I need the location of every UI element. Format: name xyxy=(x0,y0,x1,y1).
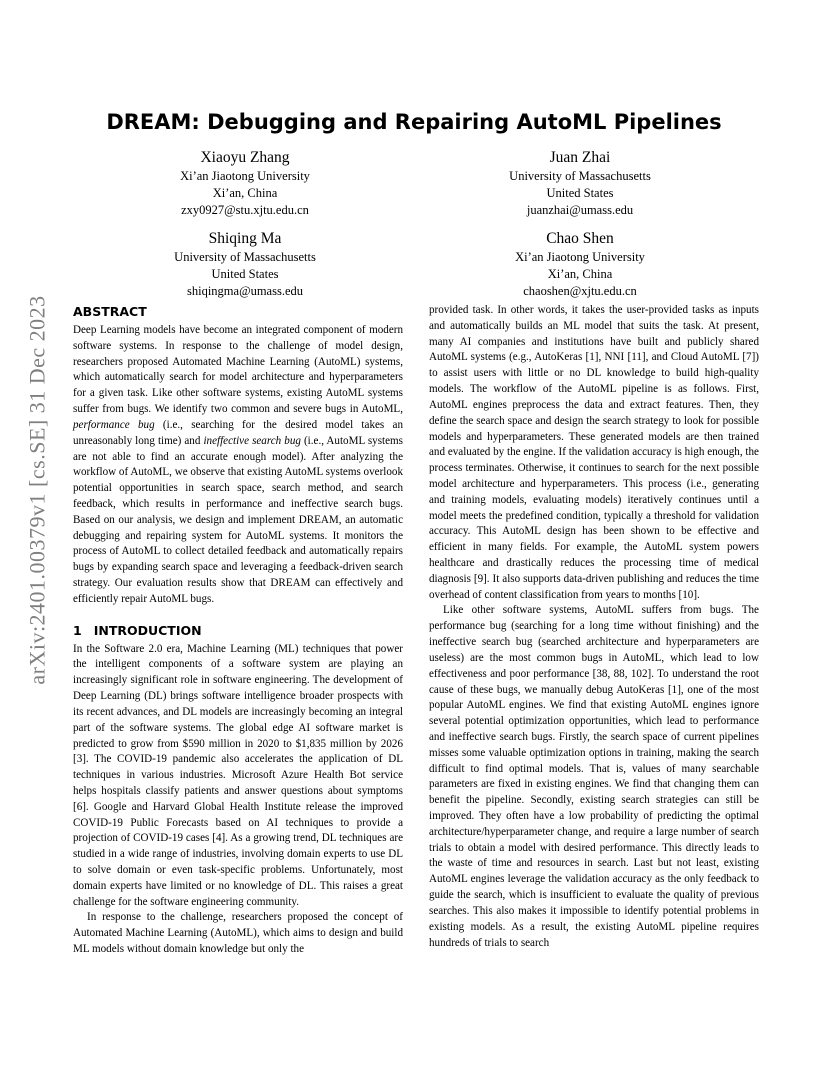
author-block xyxy=(450,229,710,300)
author-email: juanzhai@umass.edu xyxy=(526,203,634,217)
author-block xyxy=(115,229,375,300)
author-name: Shiqing Ma xyxy=(208,230,282,247)
author-location: United States xyxy=(211,267,279,281)
body-paragraph: In the Software 2.0 era, Machine Learning (ML) techniques that power the intelligent components of a software system are playing an increasingly significant role in software engineering. The development of Deep Learning (DL) brings software intelligence broader prospects with its recent advances, and DL models are increasingly becoming an integral part of the software systems. The global edge AI software market is predicted to grow from $590 million in 2020 to $1,835 million by 2026 [3]. The COVID-19 pandemic also accelerates the application of DL techniques in various industries. Microsoft Azure Health Bot service helps hospitals classify patients and answer questions about symptoms [6]. Google and Harvard Global Health Institute release the improved COVID-19 Public Forecasts based on AI techniques to provide a projection of COVID-19 cases [4]. As a growing trend, DL techniques are studied in a wide range of industries, involving domain experts to use DL to solve domain or even task-specific problems. Unfortunately, most domain experts have limited or no knowledge of DL. This raises a great challenge for the software engineering community. xyxy=(73,642,403,908)
paper-title: DREAM: Debugging and Repairing AutoML Pipelines xyxy=(106,110,722,134)
abstract-term: ineffective search bug xyxy=(203,434,301,447)
abstract-heading: ABSTRACT xyxy=(73,304,147,319)
author-affiliation: Xi’an Jiaotong University xyxy=(515,250,645,264)
abstract-text: (i.e., searching for the desired model takes an unreasonably long time) and xyxy=(73,418,403,447)
author-affiliation: University of Massachusetts xyxy=(174,250,316,264)
arxiv-stamp xyxy=(18,290,58,690)
author-affiliation: Xi’an Jiaotong University xyxy=(180,169,310,183)
abstract-term: performance bug xyxy=(73,418,155,431)
body-paragraph: Like other software systems, AutoML suffers from bugs. The performance bug (searching for a long time without finishing) and the ineffective search bug (searched architecture and hyperparameters are useless) are the most common bugs in AutoML, which lead to low effectiveness and poor performance [38, 88, 102]. To understand the root cause of these bugs, we manually debug AutoKeras [1], one of the most popular AutoML engines. We find that existing AutoML engines ignore several potential optimization opportunities, which lead to performance and ineffective search bugs. Firstly, the search space of current pipelines misses some valuable optimization options in training, making the search difficult to find optimal models. That is, values of many searchable parameters are fixed in existing engines. We find that changing them can benefit the pipeline. Secondly, existing search strategies can still be improved. They often have a low probability of predicting the optimal architecture/hyperparameter change, and require a large number of search trials to obtain a model with desired performance. This directly leads to the waste of time and resources in search. Last but not least, existing AutoML engines leverage the validation accuracy as the only feedback to guide the search, which is insufficient to evaluate the quality of previous searches. This also makes it impossible to identify potential problems in existing models. As a result, the existing AutoML pipeline requires hundreds of trials to search xyxy=(429,604,759,949)
author-name: Chao Shen xyxy=(546,230,614,247)
author-name: Juan Zhai xyxy=(549,149,611,166)
author-name: Xiaoyu Zhang xyxy=(200,149,290,166)
body-paragraph: provided task. In other words, it takes the user-provided tasks as inputs and automatically builds an ML model that suits the task. At present, many AI companies and institutions have built and publicly shared AutoML systems (e.g., AutoKeras [1], NNI [11], and Cloud AutoML [7]) to assist users with little or no DL knowledge to build high-quality models. The workflow of the AutoML pipeline is as follows. First, AutoML engines preprocess the data and extract features. Then, they define the search space and design the search strategy to look for possible models and hyperparameters. These generated models are then trained and evaluated by the engine. If the validation accuracy is high enough, the process terminates. Otherwise, it continues to search for the next possible model architecture and hyperparameters. This process (i.e., generating and training models, evaluating models) iteratively continues until a model meets the predefined condition, typically a threshold for validation accuracy. This AutoML design has been shown to be effective and efficient in many fields. For example, the AutoML system powers healthcare and drastically reduces the processing time of medical diagnosis [9]. It also supports data-driven publishing and reduces the time overhead of content classification from years to months [10]. xyxy=(429,304,759,601)
author-block xyxy=(115,148,375,219)
body-paragraph: In response to the challenge, researchers proposed the concept of Automated Machine Learning (AutoML), which aims to design and build ML models without domain knowledge but only the xyxy=(73,911,403,956)
author-block xyxy=(450,148,710,219)
author-email: zxy0927@stu.xjtu.edu.cn xyxy=(181,203,309,217)
right-column xyxy=(429,303,759,951)
abstract-text: Deep Learning models have become an integrated component of modern software systems. In response to the challenge of model design, researchers proposed Automated Machine Learning (AutoML) systems, which automatically search for model architecture and hyperparameters for a given task. Like other software systems, existing AutoML systems suffer from bugs. We identify two common and severe bugs in AutoML, xyxy=(73,324,403,416)
left-column xyxy=(73,303,403,958)
author-email: chaoshen@xjtu.edu.cn xyxy=(523,284,637,298)
arxiv-id: arXiv:2401.00379v1 [cs.SE] 31 Dec 2023 xyxy=(25,295,50,685)
section-number: 1 xyxy=(73,622,82,638)
author-email: shiqingma@umass.edu xyxy=(186,284,303,298)
abstract-paragraph xyxy=(73,323,403,608)
section-title: INTRODUCTION xyxy=(93,622,202,638)
author-location: Xi’an, China xyxy=(547,267,613,281)
author-location: United States xyxy=(546,186,614,200)
author-location: Xi’an, China xyxy=(212,186,278,200)
abstract-text: (i.e., AutoML systems are not able to find an accurate enough model). After analyzing the workflow of AutoML, we observe that existing AutoML systems overlook potential opportunities in search space, search method, and search feedback, which results in performance and ineffective search bugs. Based on our analysis, we design and implement DREAM, an automatic debugging and repairing system for AutoML systems. It monitors the process of AutoML to collect detailed feedback and automatically repairs bugs by expanding search space and leveraging a feedback-driven search strategy. Our evaluation results show that DREAM can effectively and efficiently repair AutoML bugs. xyxy=(73,434,403,605)
introduction-heading xyxy=(73,622,403,640)
author-affiliation: University of Massachusetts xyxy=(509,169,651,183)
